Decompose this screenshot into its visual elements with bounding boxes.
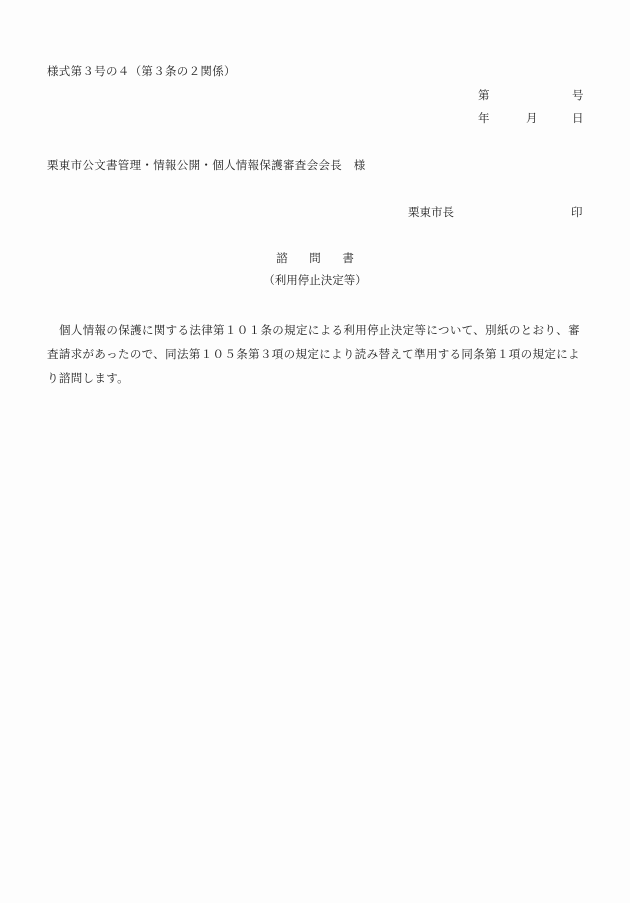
date-day: 日	[572, 111, 584, 125]
form-identifier: 様式第３号の４（第３条の２関係）	[47, 64, 236, 78]
addressee: 栗東市公文書管理・情報公開・個人情報保護審査会会長 様	[47, 158, 366, 172]
document-title	[0, 250, 630, 266]
title-char: 諮	[276, 251, 288, 265]
body-paragraph: 個人情報の保護に関する法律第１０１条の規定による利用停止決定等について、別紙のとおり、審査請求があったので、同法第１０５条第３項の規定により読み替えて準用する同条第１項の規定により諮問します。	[47, 323, 580, 385]
date-year: 年	[478, 111, 490, 125]
date-month: 月	[526, 111, 538, 125]
sender-name: 栗東市長	[408, 205, 454, 219]
title-char: 問	[309, 251, 321, 265]
seal-mark: 印	[571, 205, 583, 219]
number-prefix: 第	[478, 88, 490, 102]
document-subtitle: （利用停止決定等）	[263, 273, 367, 287]
title-char: 書	[342, 251, 354, 265]
number-suffix: 号	[572, 88, 584, 102]
